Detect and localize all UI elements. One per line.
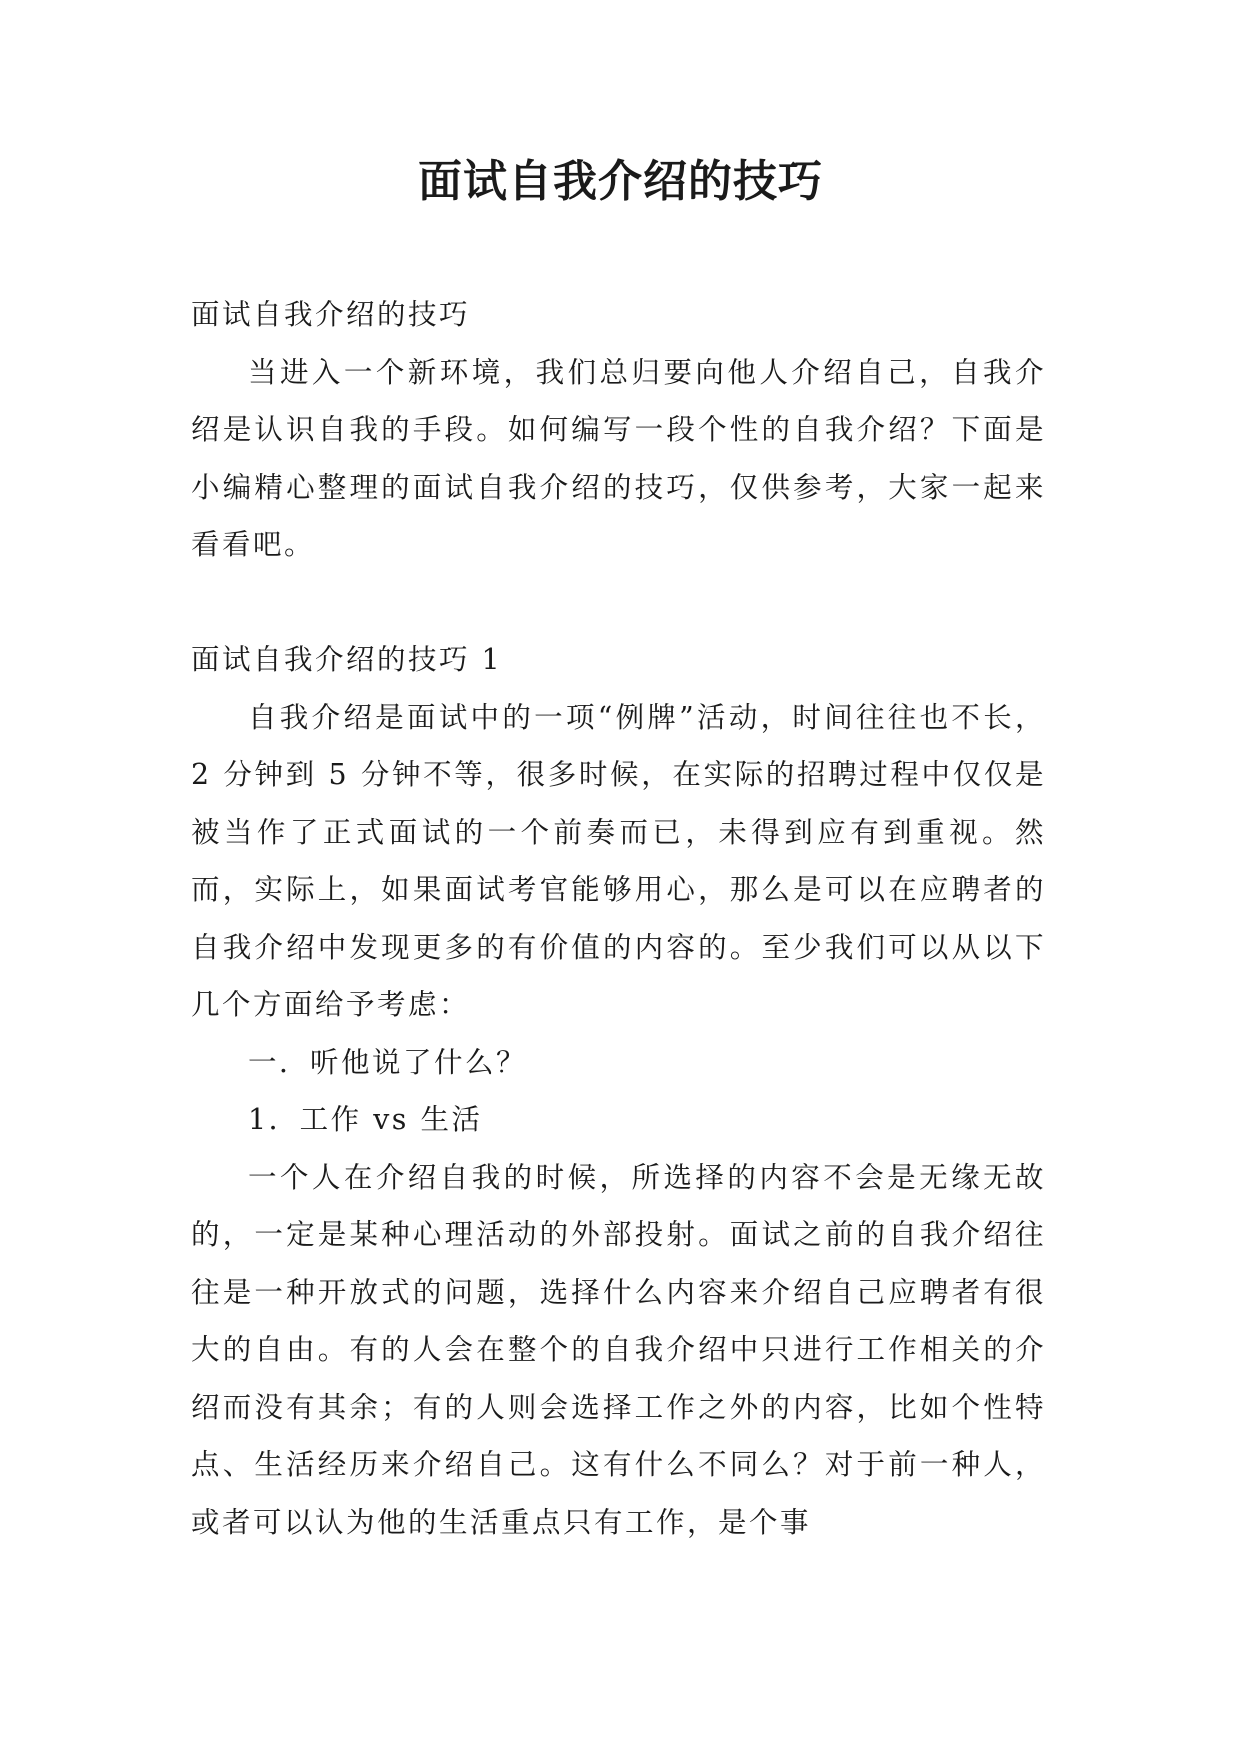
document-body [191, 286, 1046, 1551]
subheading-listen: 一．听他说了什么？ [248, 1045, 528, 1079]
section-1-heading: 面试自我介绍的技巧 1 [191, 643, 503, 676]
section-1-paragraph-2: 一个人在介绍自我的时候，所选择的内容不会是无缘无故的，一定是某种心理活动的外部投射。面试之前的自我介绍往往是一种开放式的问题，选择什么内容来介绍自己应聘者有很大的自由。有的人会在整个的自我介绍中只进行工作相关的介绍而没有其余；有的人则会选择工作之外的内容，比如个性特点、生活经历来介绍自己。这有什么不同么？对于前一种人，或者可以认为他的生活重点只有工作，是个事 [191, 1160, 1046, 1539]
intro-heading: 面试自我介绍的技巧 [191, 298, 471, 331]
paragraph-spacer [191, 574, 1046, 632]
document-title: 面试自我介绍的技巧 [418, 156, 823, 207]
section-1-paragraph: 自我介绍是面试中的一项“例牌”活动，时间往往也不长，2 分钟到 5 分钟不等，很多时候，在实际的招聘过程中仅仅是被当作了正式面试的一个前奏而已，未得到应有到重视。然而，实际上，如果面试考官能够用心，那么是可以在应聘者的自我介绍中发现更多的有价值的内容的。至少我们可以从以下几个方面给予考虑： [191, 700, 1046, 1021]
subheading-work-vs-life: 1．工作 vs 生活 [248, 1103, 483, 1136]
intro-paragraph: 当进入一个新环境，我们总归要向他人介绍自己，自我介绍是认识自我的手段。如何编写一段个性的自我介绍？下面是小编精心整理的面试自我介绍的技巧，仅供参考，大家一起来看看吧。 [191, 355, 1046, 561]
